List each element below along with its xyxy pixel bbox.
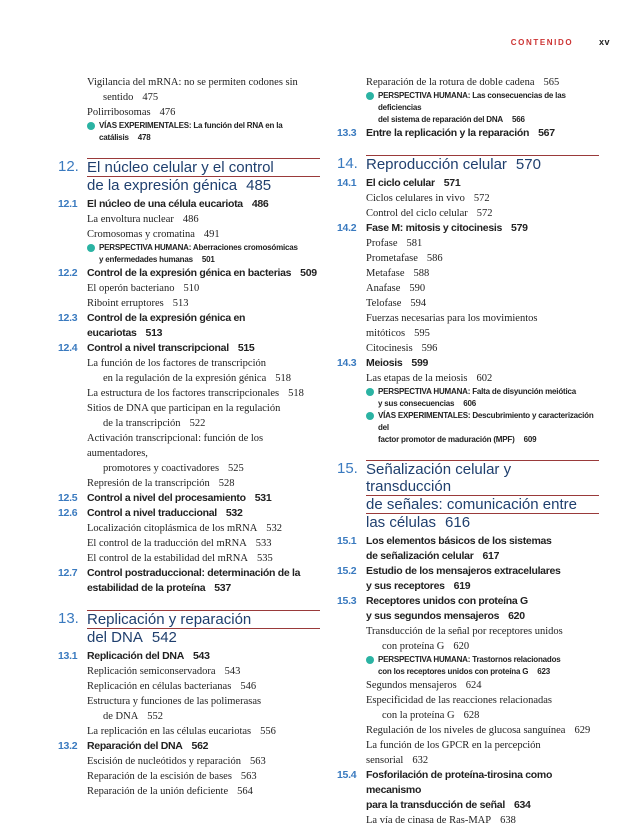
feature-box-title: VÍAS EXPERIMENTALES: Descubrimiento y caracterización del <box>378 411 594 432</box>
section-number: 13.1 <box>58 650 78 662</box>
toc-entry-continuation: en la regulación de la expresión génica <box>103 373 267 384</box>
toc-page-number: 595 <box>414 328 430 339</box>
section-title: Control de la expresión génica en eucariotas <box>87 312 246 339</box>
toc-entry[interactable] <box>58 476 320 491</box>
toc-section[interactable] <box>58 491 320 506</box>
toc-entry[interactable] <box>337 371 599 386</box>
toc-page-number: 543 <box>193 650 210 662</box>
section-number: 14.3 <box>337 357 357 369</box>
section-title: Control a nivel transcripcional <box>87 342 229 354</box>
toc-page-number: 533 <box>255 538 272 549</box>
toc-entry-title: Profase <box>366 238 398 249</box>
toc-entry[interactable] <box>337 813 599 828</box>
toc-entry[interactable] <box>337 678 599 693</box>
toc-entry-title: Replicación semiconservadora <box>87 666 216 677</box>
section-title: Control de la expresión génica en bacterias <box>87 267 292 279</box>
feature-box-title-line2: con los receptores unidos con proteína G 623 <box>378 667 551 676</box>
toc-entry[interactable] <box>58 679 320 694</box>
toc-page-number: 563 <box>249 756 266 767</box>
chapter-page-number: 542 <box>151 629 177 646</box>
toc-entry-title: Reparación de la unión deficiente <box>87 786 229 797</box>
toc-page-number: 571 <box>443 177 461 189</box>
feature-box-entry[interactable] <box>58 120 320 144</box>
toc-entry-title: La función de los factores de transcripción <box>87 358 267 369</box>
feature-box-title: PERSPECTIVA HUMANA: Trastornos relacionados <box>378 655 561 664</box>
bullet-dot-icon <box>87 122 95 130</box>
chapter-title-line: las células 616 <box>366 513 599 531</box>
toc-entry-title: La vía de cinasa de Ras-MAP <box>366 815 492 826</box>
toc-entry[interactable] <box>337 693 599 723</box>
toc-entry-continuation: de la transcripción <box>103 418 181 429</box>
section-number: 12.1 <box>58 198 78 210</box>
feature-box-entry[interactable] <box>337 386 599 410</box>
section-number: 15.4 <box>337 769 357 781</box>
toc-entry[interactable] <box>337 296 599 311</box>
toc-page-number: 518 <box>275 373 292 384</box>
toc-page-number: 619 <box>453 580 471 592</box>
chapter-title-line: de señales: comunicación entre <box>366 495 599 513</box>
toc-section[interactable] <box>337 564 599 594</box>
toc-section[interactable] <box>58 266 320 281</box>
toc-entry-title: Reparación de la escisión de bases <box>87 771 232 782</box>
section-number: 12.2 <box>58 267 78 279</box>
bullet-dot-icon <box>366 92 374 100</box>
section-title-line2: y sus receptores <box>366 580 445 592</box>
toc-entry-title: Regulación de los niveles de glucosa sanguínea <box>366 725 566 736</box>
section-title: Reparación del DNA <box>87 740 183 752</box>
toc-page-number: 525 <box>228 463 244 474</box>
toc-entry[interactable] <box>58 784 320 799</box>
chapter-heading[interactable] <box>337 155 599 173</box>
toc-page-number: 515 <box>237 342 255 354</box>
feature-box-entry[interactable] <box>337 654 599 678</box>
toc-entry[interactable] <box>337 266 599 281</box>
toc-section[interactable] <box>337 126 599 141</box>
toc-page-number: 606 <box>463 399 476 408</box>
toc-entry[interactable] <box>337 75 599 90</box>
chapter-number: 14. <box>337 155 358 172</box>
toc-entry-title: Escisión de nucleótidos y reparación <box>87 756 241 767</box>
toc-entry[interactable] <box>58 536 320 551</box>
toc-page-number: 628 <box>463 710 480 721</box>
toc-section[interactable] <box>58 197 320 212</box>
toc-entry-title: Las etapas de la meiosis <box>366 373 468 384</box>
toc-page-number: 476 <box>159 107 176 118</box>
toc-page-number: 556 <box>260 726 276 737</box>
toc-entry[interactable] <box>58 754 320 769</box>
feature-box-title: PERSPECTIVA HUMANA: Aberraciones cromosómicas <box>99 243 298 252</box>
toc-entry-title: Anafase <box>366 283 401 294</box>
toc-entry[interactable] <box>337 311 599 341</box>
toc-entry-title: La replicación en las células eucariotas <box>87 726 252 737</box>
toc-entry[interactable] <box>337 281 599 296</box>
section-number: 13.2 <box>58 740 78 752</box>
toc-entry[interactable] <box>58 75 320 105</box>
toc-page-number: 596 <box>421 343 438 354</box>
section-title: Estudio de los mensajeros extracelulares <box>366 565 561 577</box>
feature-box-title-line2: y enfermedades humanas 501 <box>99 255 215 264</box>
section-title: Control a nivel traduccional <box>87 507 217 519</box>
toc-page-number: 546 <box>240 681 257 692</box>
feature-box-entry[interactable] <box>337 410 599 446</box>
toc-entry[interactable] <box>58 694 320 724</box>
section-title: El núcleo de una célula eucariota <box>87 198 243 210</box>
toc-page-number: 609 <box>523 435 537 444</box>
toc-page-number: 532 <box>225 507 243 519</box>
toc-entry-title: Activación transcripcional: función de los aumentadores, <box>87 433 264 459</box>
chapter-title-line: del DNA 542 <box>87 628 320 646</box>
section-title: Control a nivel del procesamiento <box>87 492 246 504</box>
toc-section[interactable] <box>58 739 320 754</box>
toc-entry[interactable] <box>58 281 320 296</box>
toc-section[interactable] <box>337 594 599 624</box>
section-number: 15.1 <box>337 535 357 547</box>
toc-page-number: 478 <box>137 133 151 142</box>
toc-entry-title: Metafase <box>366 268 405 279</box>
toc-section[interactable] <box>58 341 320 356</box>
toc-page-number: 510 <box>183 283 200 294</box>
toc-section[interactable] <box>58 566 320 596</box>
toc-page-number: 620 <box>453 641 470 652</box>
section-number: 12.4 <box>58 342 78 354</box>
section-title-line2: para la transducción de señal <box>366 799 505 811</box>
chapter-title-line: de la expresión génica 485 <box>87 176 320 194</box>
toc-entry-title: Cromosomas y cromatina <box>87 229 195 240</box>
section-number: 15.3 <box>337 595 357 607</box>
toc-entry-title: Citocinesis <box>366 343 413 354</box>
toc-entry[interactable] <box>337 251 599 266</box>
toc-page-number: 513 <box>172 298 189 309</box>
toc-entry[interactable] <box>337 236 599 251</box>
chapter-heading[interactable] <box>58 158 320 194</box>
toc-page-number: 638 <box>500 815 516 826</box>
toc-page-number: 572 <box>473 193 490 204</box>
toc-entry-title: Represión de la transcripción <box>87 478 210 489</box>
toc-page-number: 602 <box>476 373 493 384</box>
section-title-line2: y sus segundos mensajeros <box>366 610 500 622</box>
toc-entry-title: Reparación de la rotura de doble cadena <box>366 77 535 88</box>
bullet-dot-icon <box>366 388 374 396</box>
section-title: Fosforilación de proteína-tirosina como mecanismo <box>366 769 553 796</box>
toc-entry-title: Telofase <box>366 298 402 309</box>
toc-entry[interactable] <box>58 769 320 784</box>
toc-entry-title: La envoltura nuclear <box>87 214 174 225</box>
toc-entry[interactable] <box>337 206 599 221</box>
toc-entry[interactable] <box>337 723 599 738</box>
running-header-section: CONTENIDO <box>510 38 574 47</box>
toc-left-column <box>58 75 320 799</box>
toc-entry[interactable] <box>58 386 320 401</box>
toc-entry[interactable] <box>58 664 320 679</box>
feature-box-title-line2: y sus consecuencias 606 <box>378 399 476 408</box>
toc-entry-continuation: con proteína G <box>382 641 445 652</box>
toc-page-number: 634 <box>513 799 531 811</box>
toc-entry[interactable] <box>337 624 599 654</box>
toc-page-number: 590 <box>409 283 426 294</box>
toc-entry-title: Polirribosomas <box>87 107 151 118</box>
toc-page-number: 564 <box>237 786 253 797</box>
feature-box-title: PERSPECTIVA HUMANA: Las consecuencias de las deficiencias <box>378 91 566 112</box>
toc-page-number: 629 <box>574 725 591 736</box>
section-title: Los elementos básicos de los sistemas <box>366 535 552 547</box>
toc-entry-continuation: sentido <box>103 92 134 103</box>
bullet-dot-icon <box>366 412 374 420</box>
feature-box-title: PERSPECTIVA HUMANA: Falta de disyunción meiótica <box>378 387 576 396</box>
toc-entry-title: Riboint erruptores <box>87 298 164 309</box>
toc-section[interactable] <box>337 221 599 236</box>
toc-page-number: 513 <box>145 327 163 339</box>
section-title-line2: de señalización celular <box>366 550 474 562</box>
toc-section[interactable] <box>58 506 320 521</box>
toc-entry-title: Prometafase <box>366 253 418 264</box>
toc-entry[interactable] <box>58 227 320 242</box>
chapter-title-line: Reproducción celular 570 <box>366 155 599 173</box>
toc-entry-title: El control de la traducción del mRNA <box>87 538 247 549</box>
section-number: 12.3 <box>58 312 78 324</box>
toc-section[interactable] <box>337 534 599 564</box>
chapter-number: 13. <box>58 610 79 627</box>
toc-page-number: 543 <box>224 666 241 677</box>
toc-page-number: 491 <box>203 229 220 240</box>
toc-page-number: 528 <box>218 478 235 489</box>
toc-entry-title: Vigilancia del mRNA: no se permiten codones sin <box>87 77 298 88</box>
chapter-page-number: 616 <box>445 514 471 531</box>
toc-page-number: 599 <box>411 357 429 369</box>
running-header <box>511 37 610 47</box>
toc-page-number: 632 <box>412 755 429 766</box>
toc-page-number: 566 <box>512 115 525 124</box>
toc-entry[interactable] <box>58 431 320 476</box>
toc-entry-continuation: de DNA <box>103 711 139 722</box>
toc-page-number: 563 <box>240 771 257 782</box>
section-number: 12.6 <box>58 507 78 519</box>
toc-entry-title: El control de la estabilidad del mRNA <box>87 553 248 564</box>
toc-entry-title: Fuerzas necesarias para los movimientos mitóticos <box>366 313 538 339</box>
section-title: Entre la replicación y la reparación <box>366 127 530 139</box>
toc-entry[interactable] <box>58 724 320 739</box>
toc-page-number: 522 <box>189 418 206 429</box>
section-number: 12.7 <box>58 567 78 579</box>
feature-box-title-line2: del sistema de reparación del DNA 566 <box>378 115 525 124</box>
feature-box-title: VÍAS EXPERIMENTALES: La función del RNA en la catálisis 478 <box>99 121 283 142</box>
toc-page-number: 579 <box>511 222 528 234</box>
section-title-line2: estabilidad de la proteína <box>87 582 206 594</box>
toc-page-number: 532 <box>266 523 283 534</box>
toc-page-number: 537 <box>214 582 231 594</box>
chapter-title-line: El núcleo celular y el control <box>87 158 320 176</box>
toc-entry-title: Segundos mensajeros <box>366 680 457 691</box>
toc-page-number: 486 <box>251 198 269 210</box>
section-title: Receptores unidos con proteína G <box>366 595 528 607</box>
toc-section[interactable] <box>337 768 599 813</box>
toc-section[interactable] <box>337 356 599 371</box>
section-number: 14.1 <box>337 177 357 189</box>
toc-entry[interactable] <box>337 738 599 768</box>
section-number: 15.2 <box>337 565 357 577</box>
toc-page-number: 567 <box>538 127 555 139</box>
toc-entry[interactable] <box>337 191 599 206</box>
section-number: 14.2 <box>337 222 357 234</box>
chapter-heading[interactable] <box>337 460 599 531</box>
toc-entry-title: Sitios de DNA que participan en la regulación <box>87 403 281 414</box>
toc-page-number: 535 <box>256 553 273 564</box>
chapter-number: 15. <box>337 460 358 477</box>
section-number: 12.5 <box>58 492 78 504</box>
toc-entry-title: Ciclos celulares in vivo <box>366 193 465 204</box>
section-title: Control postraduccional: determinación de la <box>87 567 301 579</box>
bullet-dot-icon <box>87 244 95 252</box>
bullet-dot-icon <box>366 656 374 664</box>
toc-page-number: 588 <box>413 268 430 279</box>
toc-entry[interactable] <box>58 296 320 311</box>
toc-page-number: 565 <box>543 77 560 88</box>
toc-page-number: 594 <box>410 298 427 309</box>
toc-page-number: 552 <box>147 711 164 722</box>
toc-entry-title: Control del ciclo celular <box>366 208 468 219</box>
toc-right-column <box>337 75 599 828</box>
chapter-title-line: Señalización celular y transducción <box>366 460 599 495</box>
toc-entry-continuation: promotores y coactivadores <box>103 463 220 474</box>
toc-page-number: 624 <box>465 680 482 691</box>
toc-page-number: 531 <box>254 492 272 504</box>
toc-entry-continuation: con la proteína G <box>382 710 455 721</box>
toc-page-number: 617 <box>482 550 500 562</box>
toc-section[interactable] <box>58 311 320 341</box>
toc-page-number: 586 <box>426 253 443 264</box>
toc-entry[interactable] <box>58 212 320 227</box>
toc-page-number: 572 <box>476 208 493 219</box>
toc-entry-title: La estructura de los factores transcripcionales <box>87 388 280 399</box>
toc-entry-title: Localización citoplásmica de los mRNA <box>87 523 258 534</box>
toc-entry[interactable] <box>58 551 320 566</box>
chapter-page-number: 485 <box>246 177 272 194</box>
toc-entry-title: El operón bacteriano <box>87 283 175 294</box>
toc-page-number: 623 <box>537 667 551 676</box>
section-number: 13.3 <box>337 127 357 139</box>
toc-section[interactable] <box>337 176 599 191</box>
toc-page-number: 509 <box>300 267 317 279</box>
page-number: xv <box>598 37 610 47</box>
toc-entry-title: Transducción de la señal por receptores unidos <box>366 626 563 637</box>
toc-page-number: 562 <box>191 740 209 752</box>
toc-entry[interactable] <box>337 341 599 356</box>
toc-entry-title: Especificidad de las reacciones relacionadas <box>366 695 552 706</box>
toc-entry[interactable] <box>58 356 320 386</box>
toc-entry[interactable] <box>58 105 320 120</box>
toc-entry-title: Replicación en células bacterianas <box>87 681 232 692</box>
toc-entry[interactable] <box>58 401 320 431</box>
section-title: Fase M: mitosis y citocinesis <box>366 222 503 234</box>
chapter-title-line: Replicación y reparación <box>87 610 320 628</box>
section-title: El ciclo celular <box>366 177 435 189</box>
chapter-heading[interactable] <box>58 610 320 646</box>
toc-entry[interactable] <box>58 521 320 536</box>
section-title: Replicación del DNA <box>87 650 184 662</box>
toc-section[interactable] <box>58 649 320 664</box>
chapter-page-number: 570 <box>515 156 541 173</box>
feature-box-entry[interactable] <box>58 242 320 266</box>
toc-entry-title: La función de los GPCR en la percepción sensorial <box>366 740 541 766</box>
toc-page-number: 620 <box>508 610 525 622</box>
toc-page-number: 518 <box>288 388 304 399</box>
toc-page-number: 581 <box>406 238 423 249</box>
toc-page-number: 501 <box>201 255 215 264</box>
section-title: Meiosis <box>366 357 403 369</box>
feature-box-entry[interactable] <box>337 90 599 126</box>
toc-entry-title: Estructura y funciones de las polimerasas <box>87 696 262 707</box>
toc-page-number: 475 <box>142 92 159 103</box>
toc-page-number: 486 <box>182 214 199 225</box>
feature-box-title-line2: factor promotor de maduración (MPF) 609 <box>378 435 537 444</box>
chapter-number: 12. <box>58 158 79 175</box>
